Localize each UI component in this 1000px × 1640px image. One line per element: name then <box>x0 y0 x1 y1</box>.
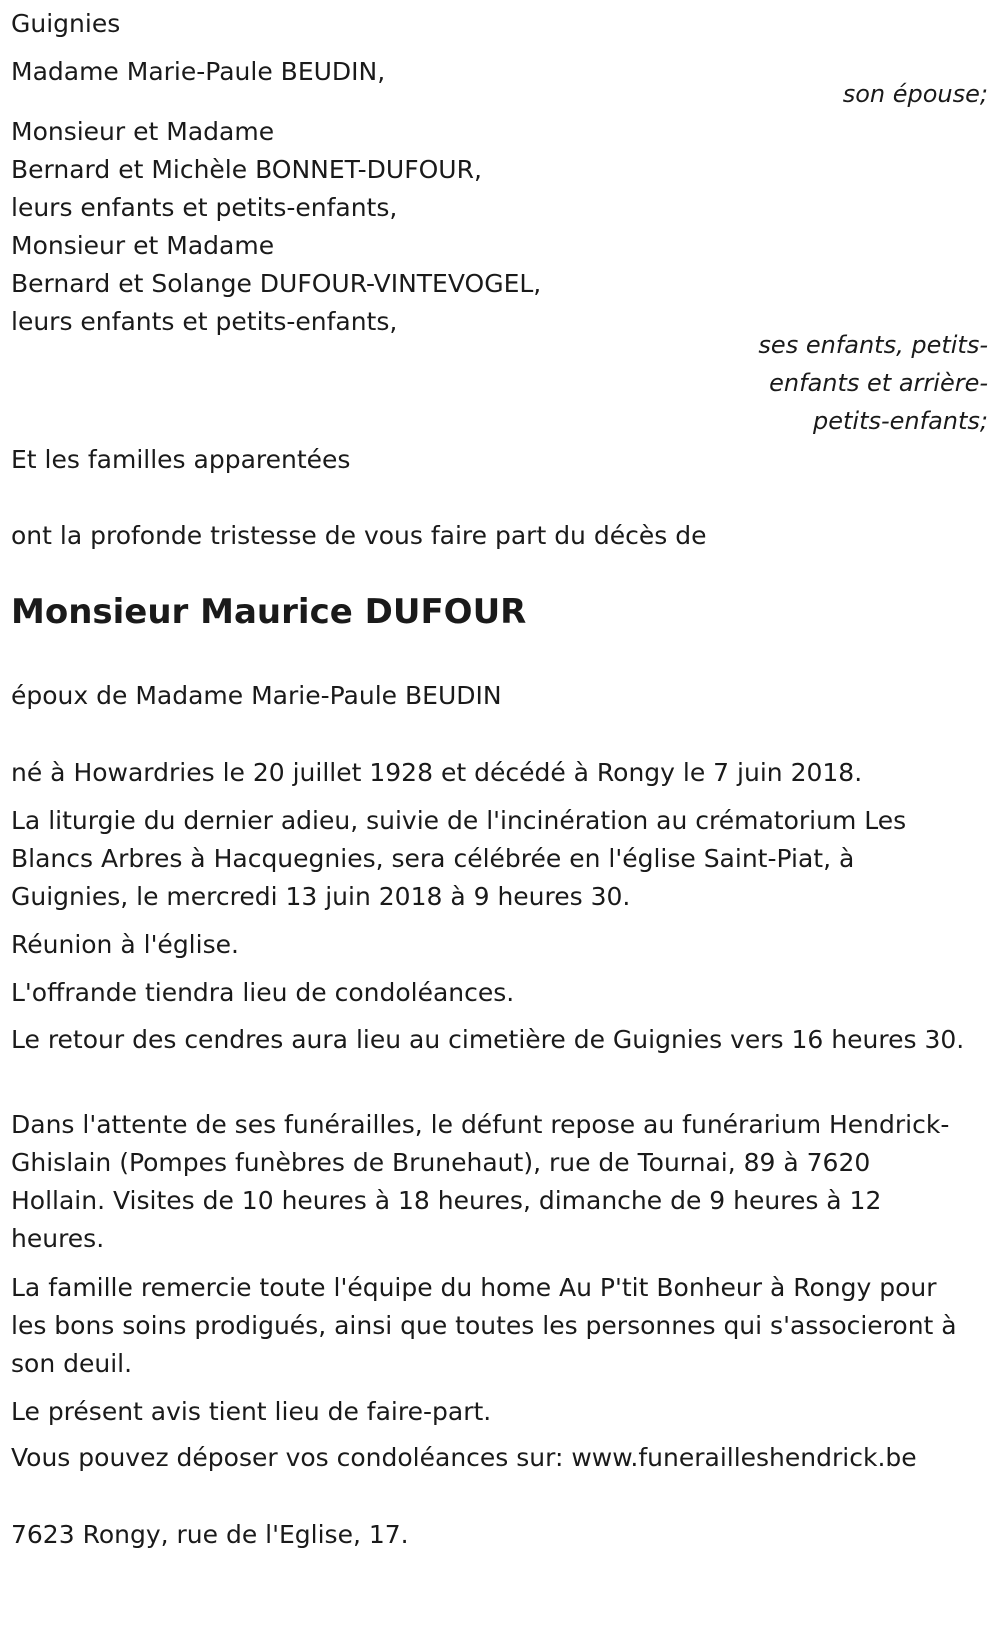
paragraph-text: Vous pouvez déposer vos condoléances sur: www.funerailleshendrick.be <box>11 1443 917 1472</box>
paragraph-text: Le retour des cendres aura lieu au cimetière de Guignies vers 16 heures 30. <box>11 1025 965 1054</box>
paragraph-text: L'offrande tiendra lieu de condoléances. <box>11 978 515 1007</box>
children-line: Bernard et Michèle BONNET-DUFOUR, <box>11 155 482 184</box>
paragraph-funerarium <box>11 1106 971 1258</box>
children-line: Bernard et Solange DUFOUR-VINTEVOGEL, <box>11 269 542 298</box>
children-line: leurs enfants et petits-enfants, <box>11 193 398 222</box>
announcement: ont la profonde tristesse de vous faire part du décès de <box>11 521 707 550</box>
paragraph-reunion <box>11 926 971 964</box>
paragraph-remerciements <box>11 1269 971 1383</box>
children-relation-line: ses enfants, petits- <box>758 331 988 359</box>
paragraph-liturgy <box>11 802 971 916</box>
children-relation-line: enfants et arrière- <box>769 369 988 397</box>
paragraph-text: La famille remercie toute l'équipe du home Au P'tit Bonheur à Rongy pour les bons soins prodigués, ainsi que toutes les personnes qui s'associeront à son deuil. <box>11 1273 957 1378</box>
children-relation-line: petits-enfants; <box>813 407 988 435</box>
children-line: leurs enfants et petits-enfants, <box>11 307 398 336</box>
place-line: Guignies <box>11 9 121 38</box>
paragraph-cendres <box>11 1021 971 1059</box>
spouse-of: époux de Madame Marie-Paule BEUDIN <box>11 681 502 710</box>
spouse-relation: son épouse; <box>842 80 988 108</box>
address: 7623 Rongy, rue de l'Eglise, 17. <box>11 1520 409 1549</box>
paragraph-text: La liturgie du dernier adieu, suivie de l'incinération au crématorium Les Blancs Arbres à Hacquegnies, sera célébrée en l'église Saint-Piat, à Guignies, le mercredi 13 juin 2018 à 9 heures 30. <box>11 806 907 911</box>
children-line: Monsieur et Madame <box>11 231 275 260</box>
spouse-name: Madame Marie-Paule BEUDIN, <box>11 57 386 86</box>
families-line: Et les familles apparentées <box>11 445 351 474</box>
paragraph-condoleances <box>11 1439 971 1477</box>
children-line: Monsieur et Madame <box>11 117 275 146</box>
paragraph-text: Réunion à l'église. <box>11 930 239 959</box>
paragraph-offrande <box>11 974 971 1012</box>
paragraph-text: Dans l'attente de ses funérailles, le défunt repose au funérarium Hendrick-Ghislain (Pompes funèbres de Brunehaut), rue de Tournai, 89 à 7620 Hollain. Visites de 10 heures à 18 heures, dimanche de 9 heures à 12 heures. <box>11 1110 950 1253</box>
paragraph-faire-part <box>11 1393 971 1431</box>
paragraph-text: Le présent avis tient lieu de faire-part. <box>11 1397 492 1426</box>
birth-death: né à Howardries le 20 juillet 1928 et décédé à Rongy le 7 juin 2018. <box>11 758 863 787</box>
deceased-name: Monsieur Maurice DUFOUR <box>11 592 527 632</box>
